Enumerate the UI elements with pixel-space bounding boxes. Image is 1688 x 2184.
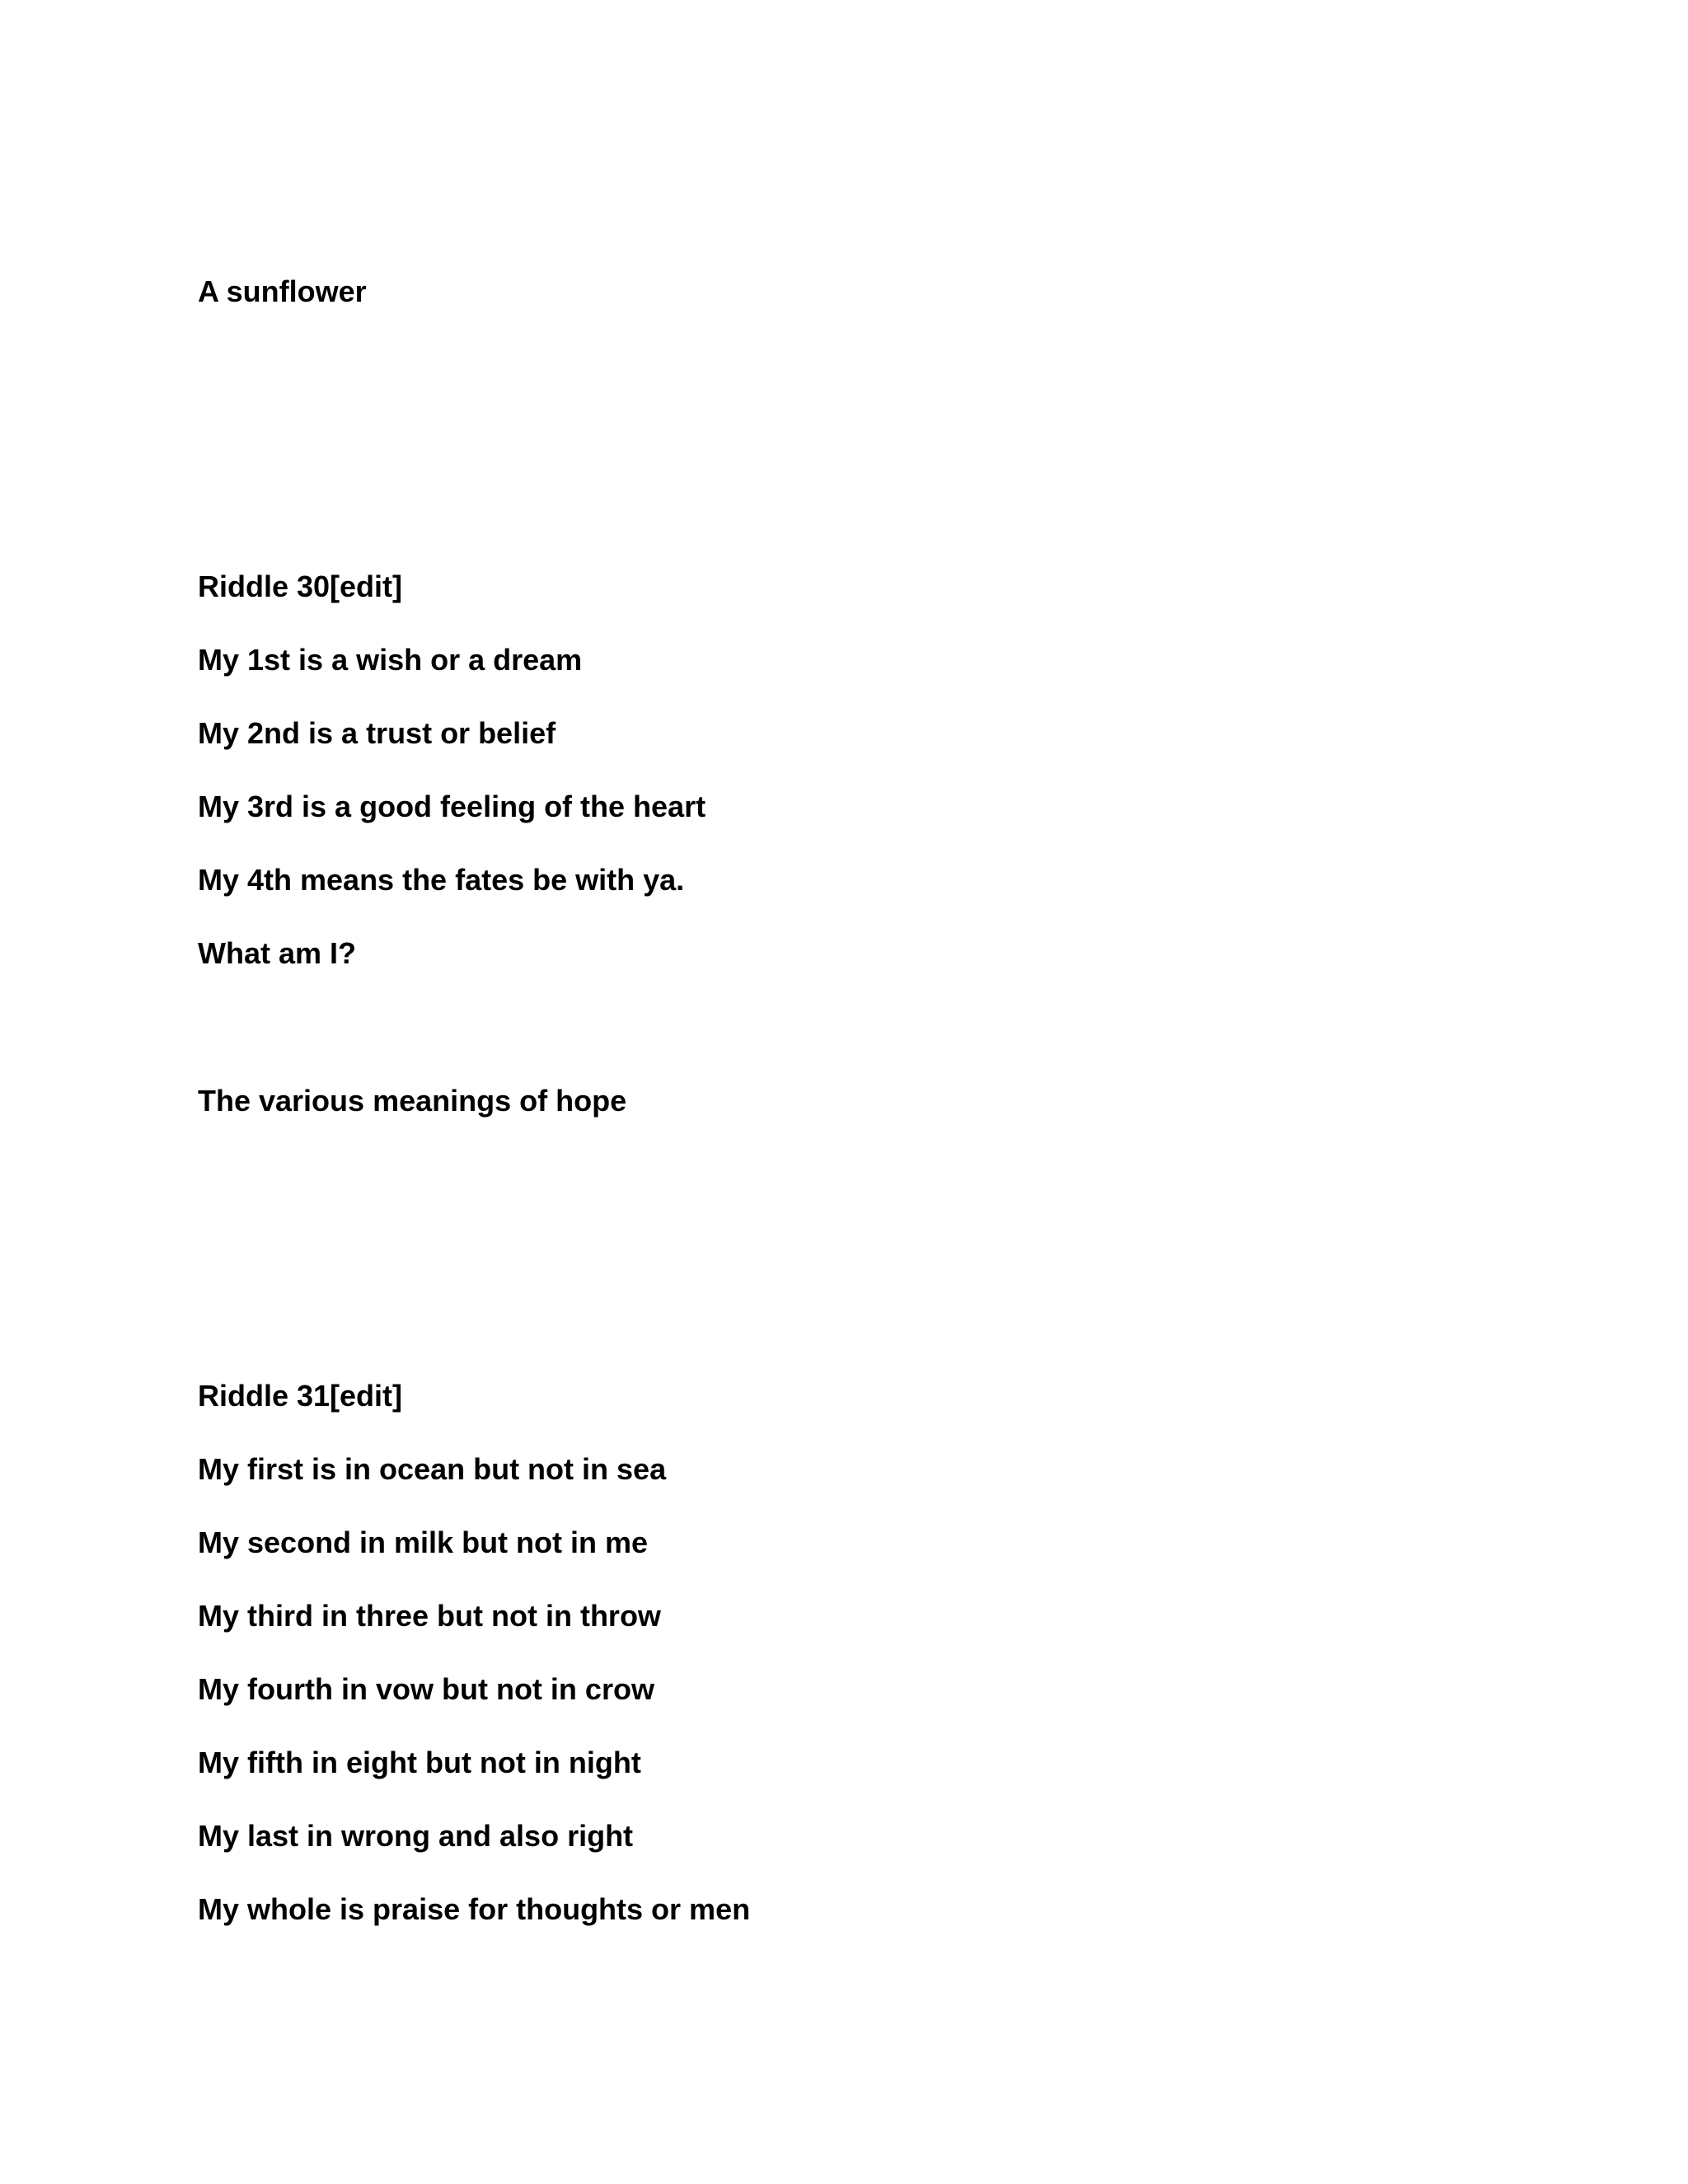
riddle-29-answer: A sunflower <box>198 274 367 308</box>
riddle-31-line-2: My second in milk but not in me <box>198 1526 649 1559</box>
riddle-30-question: What am I? <box>198 936 357 970</box>
riddle-31-line-7: My whole is praise for thoughts or men <box>198 1892 751 1926</box>
riddle-31-line-4: My fourth in vow but not in crow <box>198 1672 654 1706</box>
riddle-30-line-1: My 1st is a wish or a dream <box>198 643 583 677</box>
riddle-30-heading: Riddle 30[edit] <box>198 569 403 603</box>
riddle-30-line-3: My 3rd is a good feeling of the heart <box>198 790 706 823</box>
riddle-31-line-1: My first is in ocean but not in sea <box>198 1452 667 1486</box>
riddle-30-line-2: My 2nd is a trust or belief <box>198 716 556 750</box>
riddle-31-line-3: My third in three but not in throw <box>198 1599 661 1633</box>
riddle-31-line-6: My last in wrong and also right <box>198 1819 634 1853</box>
riddle-31-line-5: My fifth in eight but not in night <box>198 1746 641 1779</box>
riddle-30-answer: The various meanings of hope <box>198 1084 627 1118</box>
riddle-30-line-4: My 4th means the fates be with ya. <box>198 863 685 897</box>
riddle-31-heading: Riddle 31[edit] <box>198 1379 403 1413</box>
